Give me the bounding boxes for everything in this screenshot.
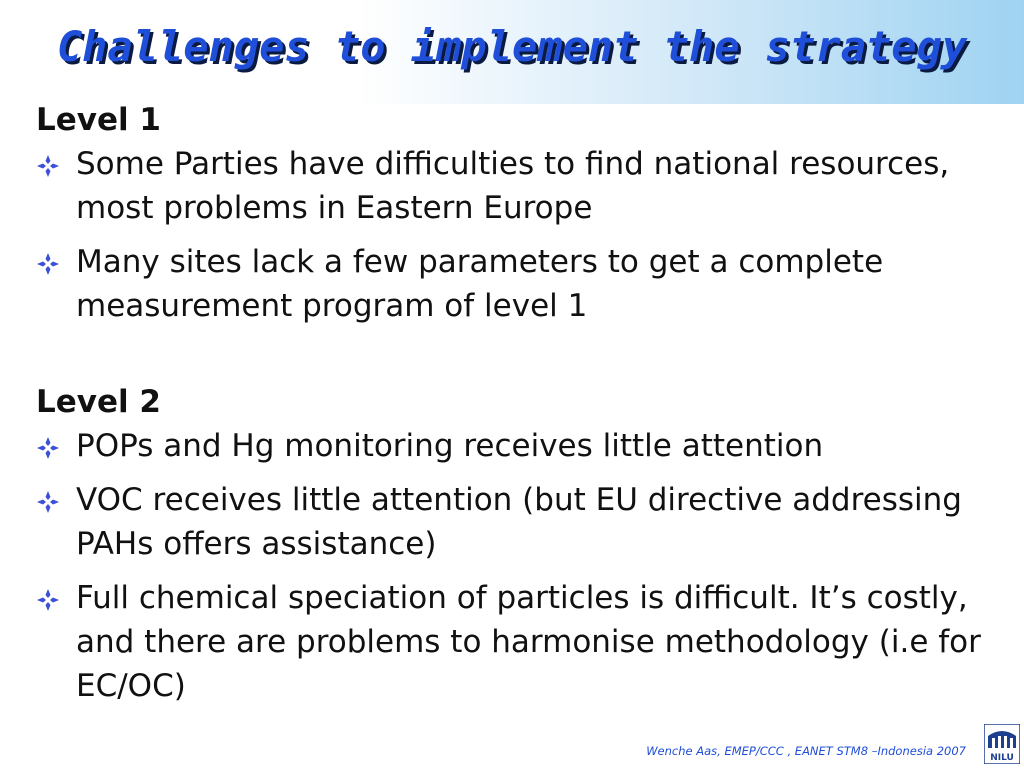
list-item	[36, 424, 996, 468]
section-spacer	[36, 338, 996, 380]
list-item	[36, 478, 996, 566]
bullet-text: Some Parties have difficulties to find national resources, most problems in Eastern Europe	[76, 146, 950, 226]
footer-credit: Wenche Aas, EMEP/CCC , EANET STM8 –Indonesia 2007	[646, 744, 966, 758]
bullet-list-level-2	[36, 424, 996, 708]
bullet-text: POPs and Hg monitoring receives little attention	[76, 428, 824, 464]
list-item	[36, 240, 996, 328]
bullet-list-level-1	[36, 142, 996, 328]
slide-content	[36, 98, 996, 718]
diamond-star-icon	[36, 252, 60, 276]
bullet-text: Full chemical speciation of particles is difficult. It’s costly, and there are problems to harmonise methodology (i.e for EC/OC)	[76, 580, 981, 704]
section-heading-level-1: Level 1	[36, 102, 161, 138]
section-heading-level-2: Level 2	[36, 384, 161, 420]
list-item	[36, 142, 996, 230]
logo-text: NILU	[990, 753, 1014, 763]
bullet-text: Many sites lack a few parameters to get a complete measurement program of level 1	[76, 244, 884, 324]
diamond-star-icon	[36, 436, 60, 460]
diamond-star-icon	[36, 588, 60, 612]
list-item	[36, 576, 996, 708]
bullet-text: VOC receives little attention (but EU directive addressing PAHs offers assistance)	[76, 482, 962, 562]
diamond-star-icon	[36, 490, 60, 514]
nilu-logo	[984, 724, 1020, 764]
slide-title: Challenges to implement the strategy	[56, 22, 968, 71]
diamond-star-icon	[36, 154, 60, 178]
